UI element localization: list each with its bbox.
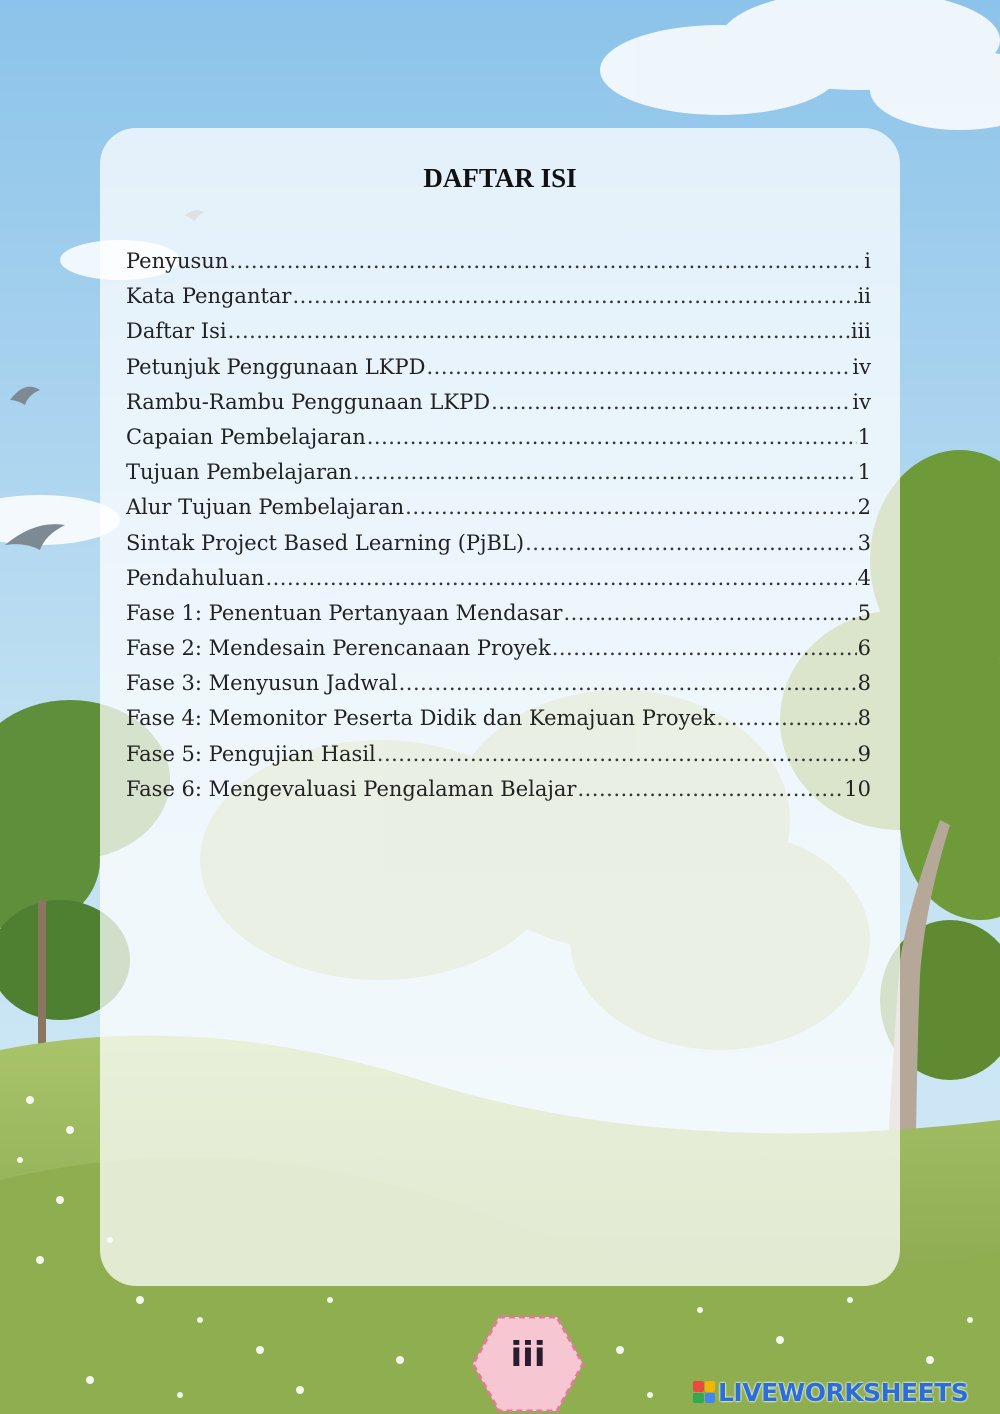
toc-entry: [126, 420, 871, 455]
toc-entry-page: 5: [857, 600, 871, 625]
toc-dot-leader: [353, 455, 857, 490]
toc-entry-page: 1: [857, 460, 871, 485]
toc-entry: [126, 490, 871, 525]
toc-entry-label: Rambu-Rambu Penggunaan LKPD: [126, 389, 491, 414]
toc-dot-leader: [405, 490, 856, 525]
toc-entry-label: Fase 3: Menyusun Jadwal: [126, 671, 398, 696]
toc-entry-label: Fase 2: Mendesain Perencanaan Proyek: [126, 636, 551, 661]
toc-entry-page: 10: [844, 776, 871, 801]
toc-dot-leader: [717, 701, 857, 736]
toc-dot-leader: [377, 737, 857, 772]
toc-entry-page: 6: [857, 636, 871, 661]
toc-entry: [126, 666, 871, 701]
toc-entry-label: Petunjuk Penggunaan LKPD: [126, 354, 426, 379]
toc-entry: [126, 526, 871, 561]
toc-dot-leader: [577, 772, 843, 807]
toc-entry-label: Kata Pengantar: [126, 284, 292, 309]
toc-entry: [126, 314, 871, 349]
toc-entry-label: Pendahuluan: [126, 565, 265, 590]
toc-dot-leader: [292, 279, 856, 314]
toc-entry-page: 8: [857, 671, 871, 696]
toc-entry: [126, 737, 871, 772]
toc-entry-page: iii: [850, 319, 871, 344]
page-title: DAFTAR ISI: [423, 163, 577, 193]
toc-dot-leader: [228, 314, 850, 349]
toc-entry-page: 3: [857, 530, 871, 555]
toc-entry: [126, 455, 871, 490]
toc-dot-leader: [552, 631, 857, 666]
toc-entry-label: Fase 4: Memonitor Peserta Didik dan Kemajuan Proyek: [126, 706, 716, 731]
toc-entry: [126, 561, 871, 596]
toc-entry-label: Penyusun: [126, 249, 229, 273]
toc-entry-label: Fase 6: Mengevaluasi Pengalaman Belajar: [126, 776, 577, 801]
toc-entry-label: Daftar Isi: [126, 319, 227, 344]
toc-dot-leader: [491, 385, 851, 420]
toc-dot-leader: [265, 561, 856, 596]
logo-square: [693, 1393, 704, 1404]
toc-entry-page: 8: [857, 706, 871, 731]
toc-entry-label: Sintak Project Based Learning (PjBL): [126, 530, 525, 555]
toc-entry: [126, 772, 871, 807]
toc-dot-leader: [563, 596, 856, 631]
toc-entry-page: iv: [852, 389, 871, 414]
toc-entry: [126, 701, 871, 736]
table-of-contents: [126, 244, 871, 807]
watermark-text: LIVEWORKSHEETS: [718, 1377, 969, 1407]
toc-entry-label: Tujuan Pembelajaran: [126, 460, 353, 485]
logo-square: [705, 1381, 716, 1392]
logo-square: [705, 1393, 716, 1404]
toc-dot-leader: [426, 350, 851, 385]
liveworksheets-watermark[interactable]: [693, 1376, 968, 1408]
toc-entry-page: 9: [857, 741, 871, 766]
toc-entry-page: 2: [857, 495, 871, 520]
liveworksheets-logo-icon: [693, 1381, 715, 1403]
logo-square: [693, 1381, 704, 1392]
toc-dot-leader: [525, 526, 857, 561]
toc-entry-page: i: [864, 249, 871, 273]
toc-entry-page: 1: [857, 424, 871, 449]
toc-entry-page: ii: [857, 284, 871, 309]
toc-entry: [126, 631, 871, 666]
toc-entry-page: 4: [857, 565, 871, 590]
page-number: iii: [510, 1335, 546, 1375]
toc-entry-label: Capaian Pembelajaran: [126, 424, 366, 449]
toc-entry-label: Fase 1: Penentuan Pertanyaan Mendasar: [126, 600, 563, 625]
toc-entry-label: Alur Tujuan Pembelajaran: [126, 495, 405, 520]
toc-entry-page: iv: [852, 354, 871, 379]
toc-dot-leader: [399, 666, 857, 701]
toc-entry: [126, 350, 871, 385]
toc-entry: [126, 385, 871, 420]
toc-entry-label: Fase 5: Pengujian Hasil: [126, 741, 376, 766]
toc-entry: [126, 596, 871, 631]
toc-dot-leader: [367, 420, 857, 455]
toc-entry: [126, 279, 871, 314]
toc-dot-leader: [229, 244, 863, 279]
toc-entry: [126, 244, 871, 279]
